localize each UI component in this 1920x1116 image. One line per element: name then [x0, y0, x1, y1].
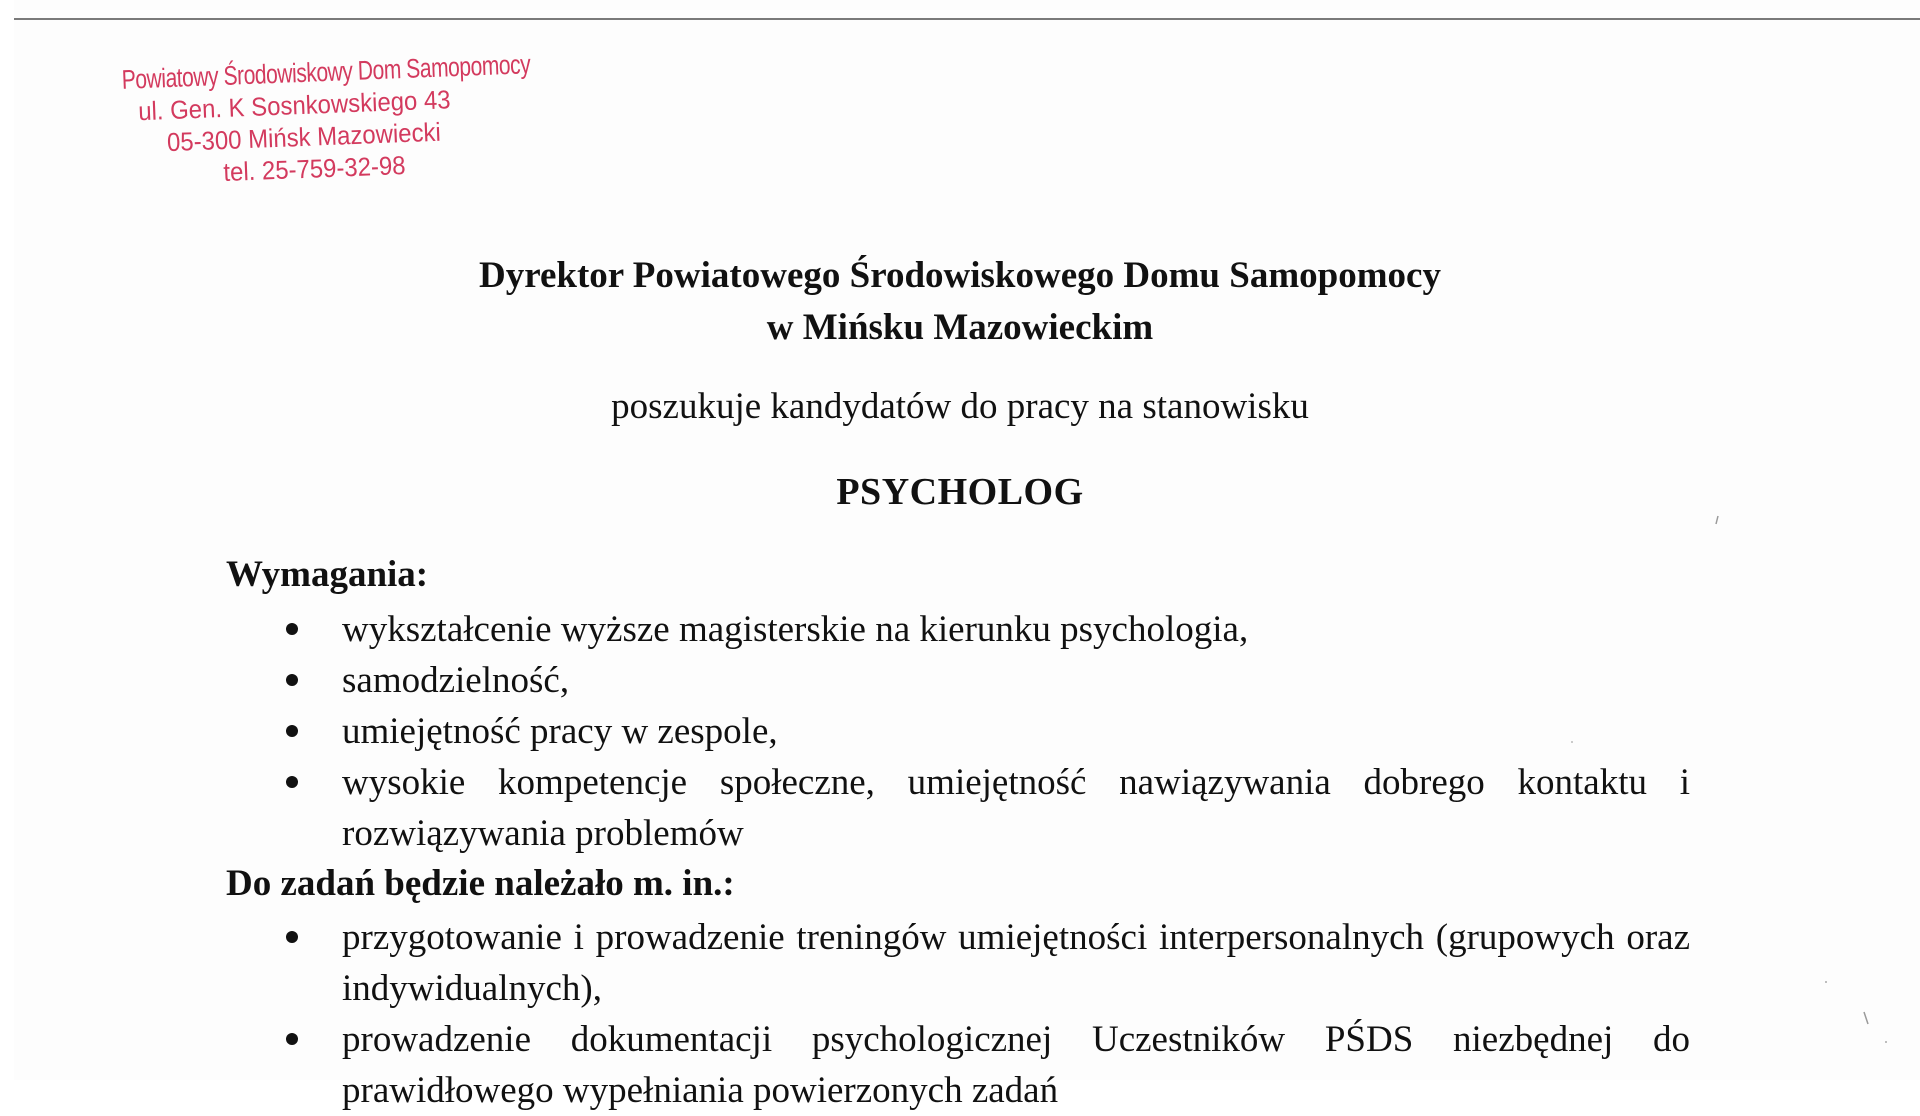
page-top-edge	[14, 18, 1920, 20]
requirement-text: umiejętność pracy w zespole,	[342, 711, 778, 752]
tasks-title: Do zadań będzie należało m. in.:	[226, 863, 735, 904]
requirement-text: samodzielność,	[342, 660, 570, 701]
stamp-city: 05-300 Mińsk Mazowiecki	[166, 116, 442, 158]
bullet-icon	[286, 776, 298, 788]
heading-director: Dyrektor Powiatowego Środowiskowego Domu Samopomocy	[479, 255, 1441, 296]
stamp-street: ul. Gen. K Sosnkowskiego 43	[137, 84, 452, 127]
scan-margin	[0, 0, 14, 1080]
requirement-text: wysokie kompetencje społeczne, umiejętność nawiązywania dobrego kontaktu i rozwiązywania problemów	[342, 762, 1690, 854]
list-item	[226, 655, 1690, 706]
requirements-list	[226, 604, 1690, 859]
list-item	[226, 757, 1690, 859]
requirement-text: wykształcenie wyższe magisterskie na kierunku psychologia,	[342, 609, 1249, 650]
bullet-icon	[286, 1033, 298, 1045]
list-item	[226, 1014, 1690, 1116]
institution-stamp	[118, 47, 563, 192]
list-item	[226, 604, 1690, 655]
tasks-list	[226, 912, 1690, 1116]
announcement-intro: poszukuje kandydatów do pracy na stanowisku	[611, 386, 1309, 427]
list-item	[226, 706, 1690, 757]
list-item	[226, 912, 1690, 1014]
task-text: prowadzenie dokumentacji psychologicznej Uczestników PŚDS niezbędnej do prawidłowego wypełniania powierzonych zadań	[342, 1019, 1690, 1111]
bullet-icon	[286, 674, 298, 686]
stamp-institution-name: Powiatowy Środowiskowy Dom Samopomocy	[121, 49, 531, 95]
task-text: przygotowanie i prowadzenie treningów umiejętności interpersonalnych (grupowych oraz indywidualnych),	[342, 917, 1690, 1009]
bullet-icon	[286, 623, 298, 635]
requirements-title: Wymagania:	[226, 554, 429, 595]
bullet-icon	[286, 931, 298, 943]
bullet-icon	[286, 725, 298, 737]
heading-location: w Mińsku Mazowieckim	[766, 307, 1154, 348]
position-title: PSYCHOLOG	[836, 471, 1084, 513]
stamp-phone: tel. 25-759-32-98	[222, 150, 407, 188]
